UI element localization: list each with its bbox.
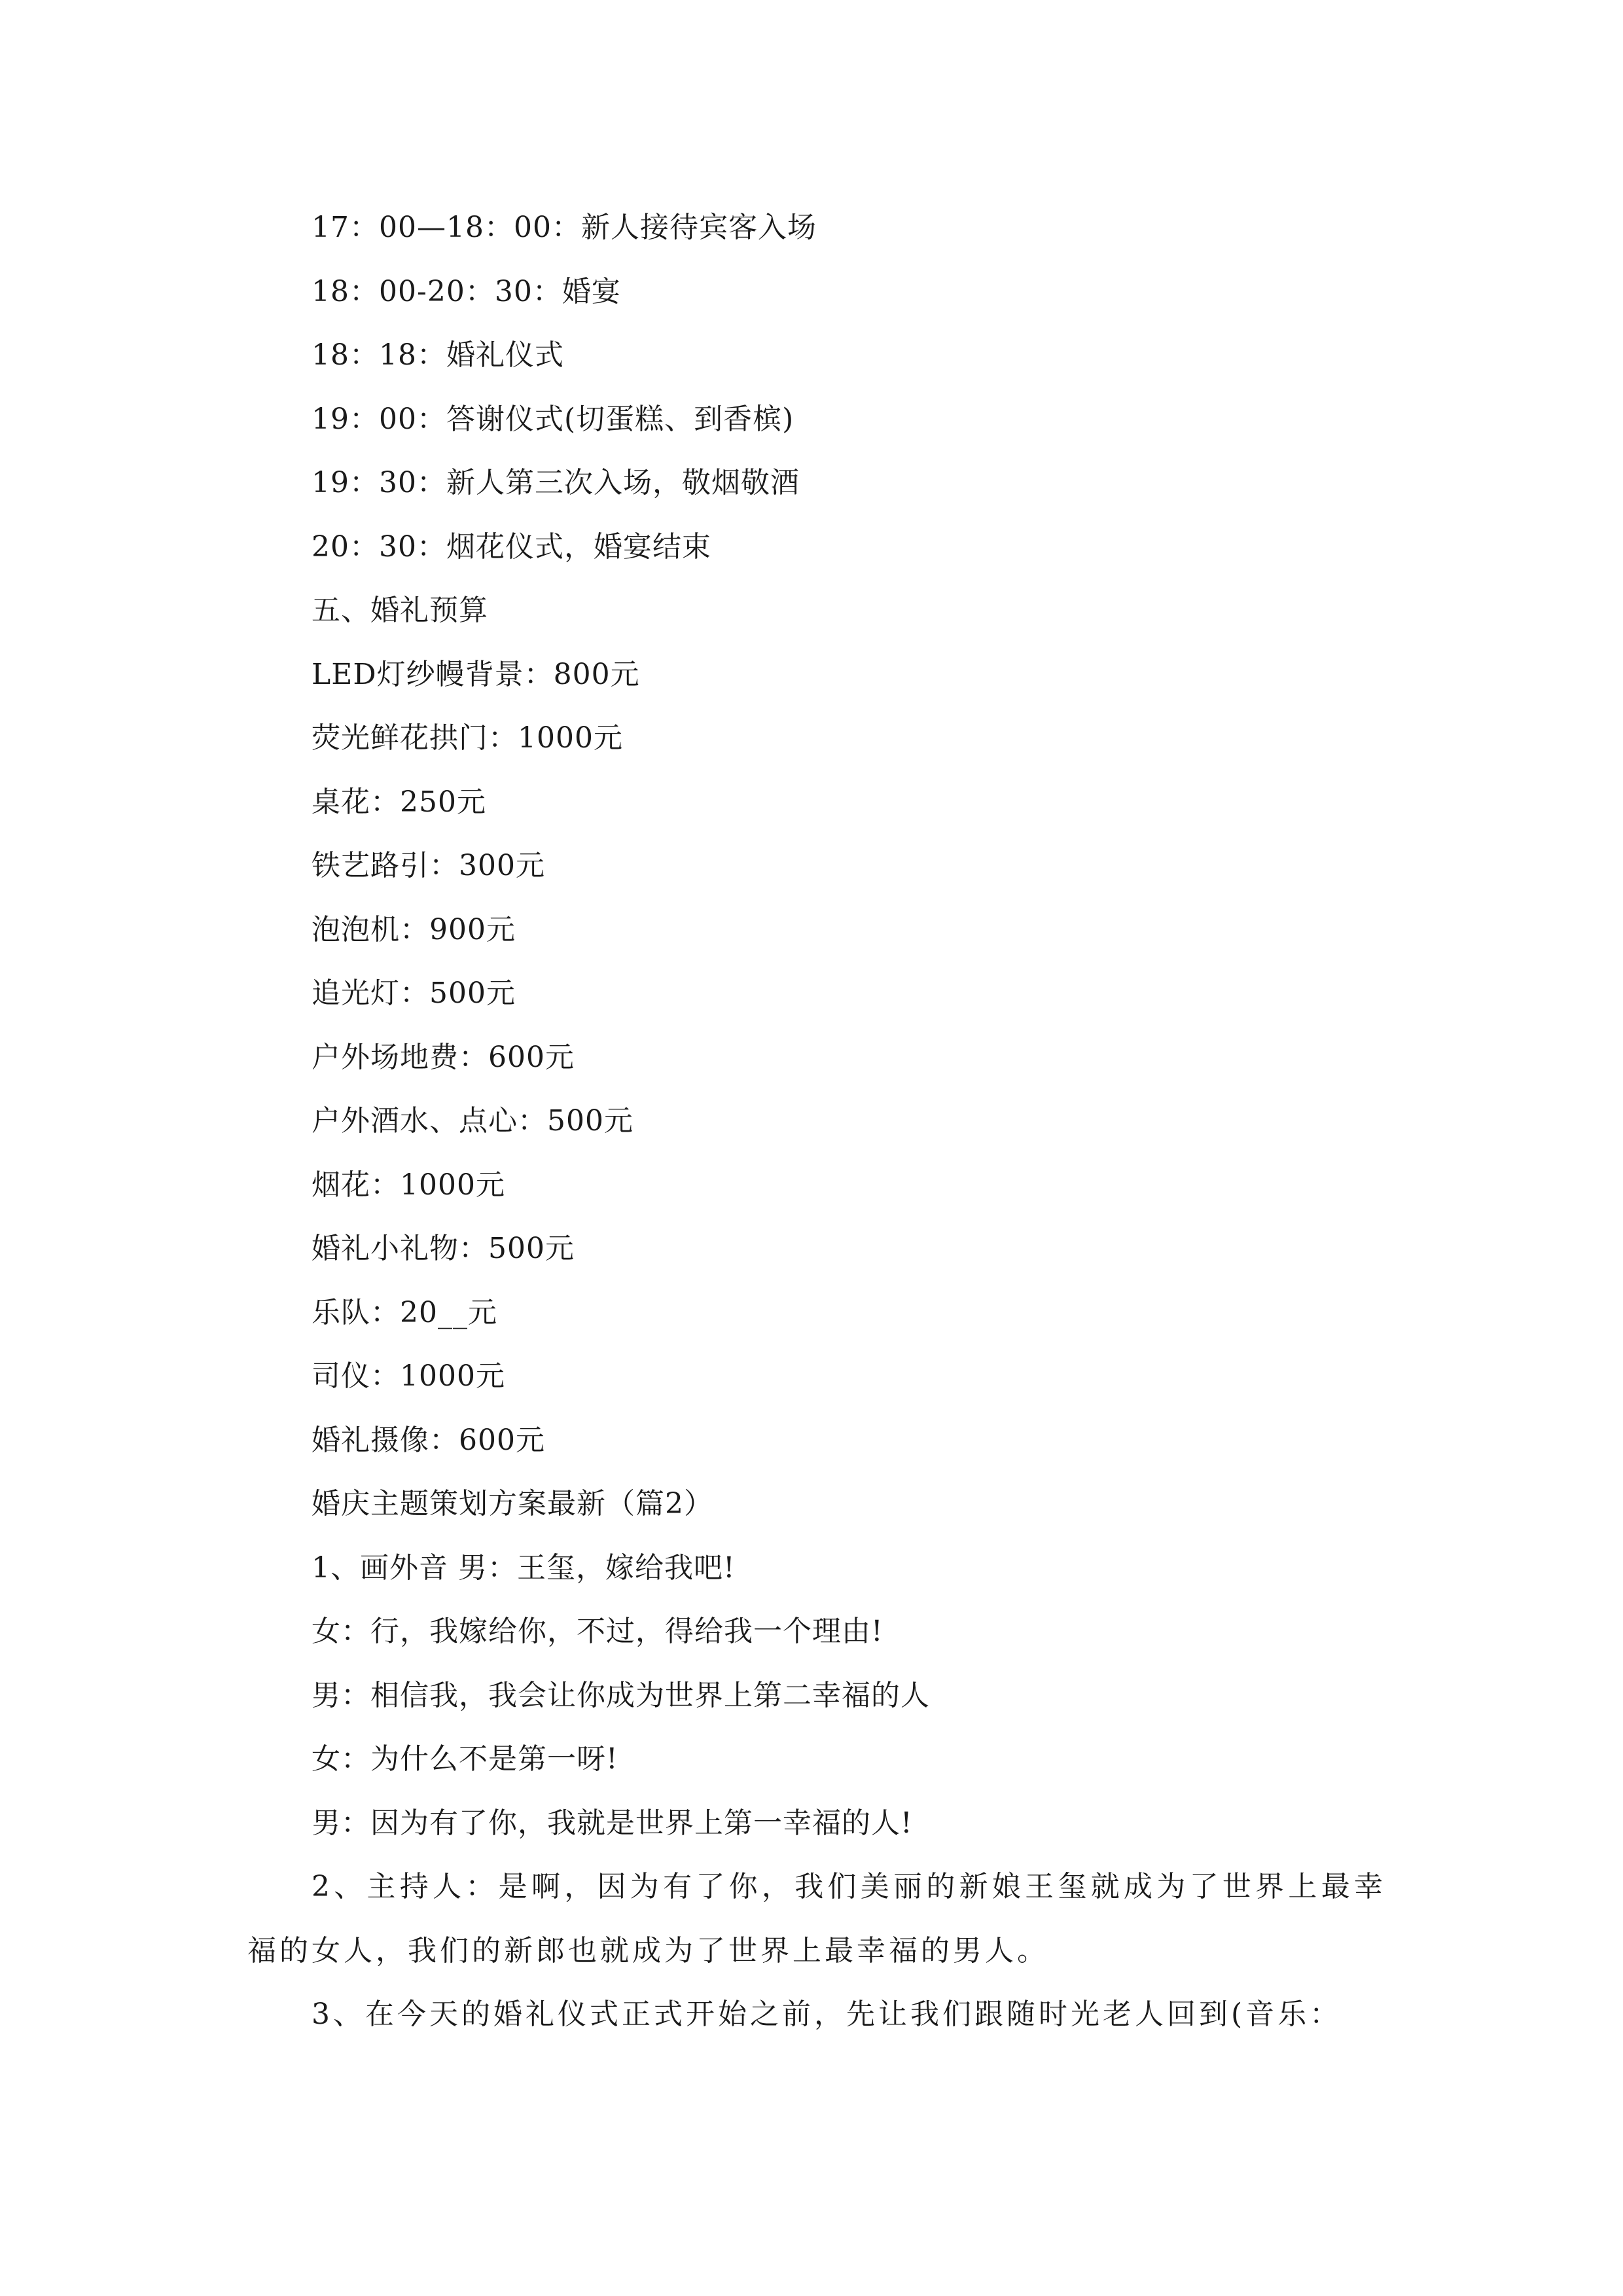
budget-item: 乐队：20__元 <box>312 1296 497 1329</box>
budget-item: 婚礼小礼物：500元 <box>312 1232 575 1265</box>
schedule-line: 18：18：婚礼仪式 <box>312 338 564 372</box>
schedule-line: 19：00：答谢仪式(切蛋糕、到香槟) <box>312 403 794 436</box>
dialogue-line: 女：行，我嫁给你，不过，得给我一个理由! <box>312 1615 883 1648</box>
budget-item: 桌花：250元 <box>312 785 486 819</box>
budget-item: 户外场地费：600元 <box>312 1041 575 1074</box>
budget-item: 司仪：1000元 <box>312 1359 505 1393</box>
budget-item: 泡泡机：900元 <box>312 913 516 946</box>
dialogue-line: 1、画外音 男：王玺，嫁给我吧! <box>312 1551 736 1585</box>
intro-paragraph: 3、在今天的婚礼仪式正式开始之前，先让我们跟随时光老人回到(音乐： <box>312 1998 1342 2031</box>
budget-item: 荧光鲜花拱门：1000元 <box>312 721 623 755</box>
dialogue-line: 女：为什么不是第一呀! <box>312 1742 618 1776</box>
budget-item: 烟花：1000元 <box>312 1168 505 1202</box>
budget-item: LED灯纱幔背景：800元 <box>312 658 640 691</box>
schedule-line: 19：30：新人第三次入场，敬烟敬酒 <box>312 466 800 499</box>
schedule-line: 17：00—18：00：新人接待宾客入场 <box>312 211 817 244</box>
budget-item: 追光灯：500元 <box>312 977 516 1010</box>
section-title: 婚庆主题策划方案最新（篇2） <box>312 1487 713 1520</box>
schedule-line: 20：30：烟花仪式，婚宴结束 <box>312 530 711 564</box>
dialogue-line: 男：因为有了你，我就是世界上第一幸福的人! <box>312 1806 913 1840</box>
budget-item: 户外酒水、点心：500元 <box>312 1104 633 1138</box>
budget-item: 铁艺路引：300元 <box>312 849 545 882</box>
budget-item: 婚礼摄像：600元 <box>312 1424 545 1457</box>
schedule-line: 18：00-20：30：婚宴 <box>312 275 621 308</box>
budget-heading: 五、婚礼预算 <box>312 594 488 627</box>
host-paragraph: 2、主持人：是啊，因为有了你，我们美丽的新娘王玺就成为了世界上最幸福的女人，我们的新郎也就成为了世界上最幸福的男人。 <box>247 1870 1386 1967</box>
dialogue-line: 男：相信我，我会让你成为世界上第二幸福的人 <box>312 1679 930 1712</box>
